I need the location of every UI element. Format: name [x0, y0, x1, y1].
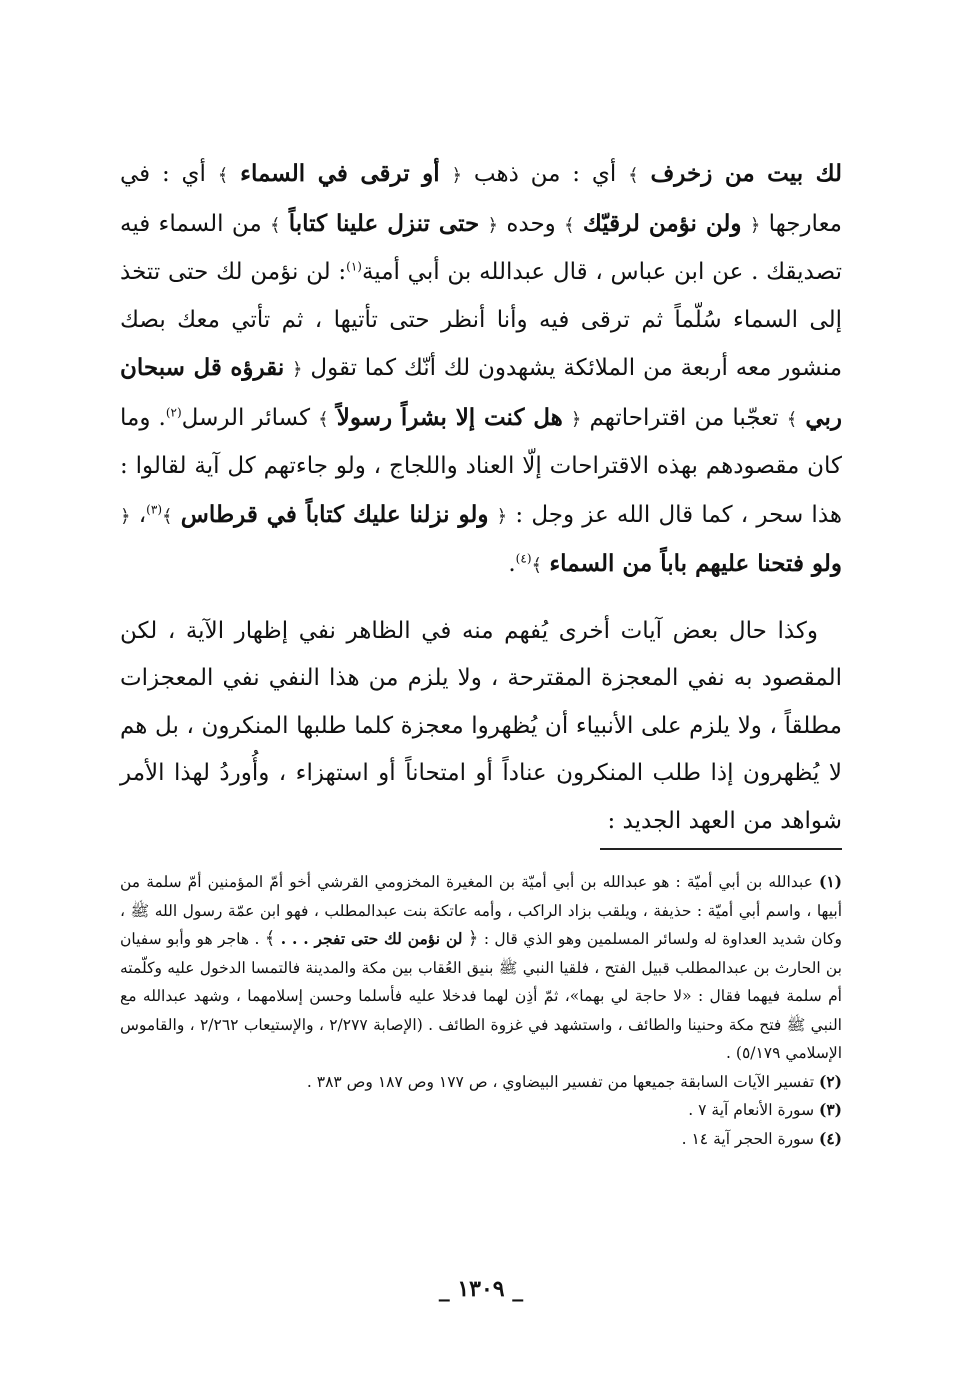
footnote-number: (٣)	[818, 1100, 842, 1119]
text-span: . وما كان مقصودهم بهذه الاقتراحات إلّا العناد واللجاج ، ولو جاءتهم كل آية لقالوا : هذا سحر ، كما قال الله عز وجل :	[120, 404, 843, 528]
quran-quote: لك بيت من زخرف	[650, 160, 843, 187]
ornate-bracket-close: ﴾	[786, 408, 798, 430]
ornate-bracket-close: ﴾	[269, 214, 281, 236]
quran-quote: حتى تنزل علينا كتاباً	[288, 209, 480, 237]
footnote-text: سورة الحجر آية ١٤ .	[681, 1129, 819, 1148]
text-span: وحده	[498, 210, 565, 237]
ornate-bracket-close: ﴾	[564, 214, 575, 236]
quran-quote: نقرؤه قل سبحان ربي	[120, 354, 843, 431]
footnote-text: تفسير الآيات السابقة جميعها من تفسير البيضاوي ، ص ١٧٧ وص ١٨٧ وص ٣٨٣ .	[306, 1072, 819, 1091]
ornate-bracket-open: ﴿	[467, 928, 479, 949]
footnote-2	[120, 1068, 842, 1097]
ornate-bracket-close: ﴾	[162, 505, 173, 527]
footnote-divider	[600, 848, 842, 850]
ornate-bracket-open: ﴿	[749, 214, 761, 236]
ornate-bracket-close: ﴾	[318, 408, 329, 430]
text-span: أي : من ذهب	[462, 161, 629, 187]
ornate-bracket-open: ﴿	[570, 408, 582, 430]
ornate-bracket-close: ﴾	[531, 555, 543, 576]
main-text	[120, 150, 842, 845]
ornate-bracket-open: ﴿	[120, 505, 131, 527]
footnote-3	[120, 1096, 842, 1125]
quran-quote: ولو فتحنا عليهم باباً من السماء	[549, 550, 842, 577]
ornate-bracket-open: ﴿	[496, 505, 508, 527]
text-span: تعجّبا من اقتراحاتهم	[581, 404, 787, 431]
ornate-bracket-open: ﴿	[292, 359, 303, 380]
ornate-bracket-close: ﴾	[217, 165, 229, 186]
ornate-bracket-close: ﴾	[628, 165, 639, 186]
ornate-bracket-open: ﴿	[487, 214, 499, 236]
text-span: كسائر الرسل	[181, 404, 319, 431]
text-span: ،	[130, 501, 147, 528]
footnotes	[120, 868, 842, 1153]
paragraph-2: وكذا حال بعض آيات أخرى يُفهم منه في الظاهر نفي إظهار الآية ، لكن المقصود به نفي المعجزة المقترحة ، ولا يلزم من هذا النفي نفي المعجزات مطلقاً ، ولا يلزم على الأنبياء أن يُظهروا معجزة كلما طلبها المنكرون ، بل هم لا يُظهرون إذا طلب المنكرون عناداً أو امتحاناً أو استهزاء ، وأُوردُ لهذا الأمر شواهد من العهد الجديد :	[120, 617, 842, 834]
paragraph-1	[120, 150, 842, 590]
quran-quote: ولو نزلنا عليك كتاباً في قرطاس	[180, 500, 489, 528]
text-span: أي : في معارجها	[120, 161, 842, 237]
ornate-bracket-close: ﴾	[264, 928, 276, 949]
ornate-bracket-open: ﴿	[451, 165, 463, 186]
footnote-ref-2: (٢)	[165, 404, 182, 419]
footnote-text: . هاجر هو وأبو سفيان بن الحارث بن عبدالمطلب قبيل الفتح ، فلقيا النبي ﷺ بنيق العُقاب بين مكة والمدينة فالتمسا الدخول عليه وكلّمته أم سلمة فيهما فقال : «لا حاجة لي بهما»، ثمّ أذِن لهما فدخلا عليه فأسلما وحسن إسلامهما ، وشهد عبدالله مع النبي ﷺ فتح مكة وحنينا والطائف ، واستشهد في غزوة الطائف . (الإصابة ٢/٢٧٧ ، والإستيعاب ٢/٢٦٢ ، والقاموس الإسلامي ٥/١٧٩) .	[120, 930, 842, 1062]
footnote-ref-3: (٣)	[146, 501, 162, 516]
footnote-number: (٢)	[818, 1071, 842, 1091]
footnote-ref-4: (٤)	[515, 551, 532, 566]
footnote-number: (٤)	[818, 1128, 842, 1148]
quran-quote: أو ترقى في السماء	[240, 160, 440, 187]
quran-quote: لن نؤمن لك حتى تفجر . . .	[280, 929, 463, 948]
text-span: .	[508, 551, 516, 577]
quran-quote: هل كنت إلا بشراً رسولاً	[336, 403, 563, 431]
quran-quote: ولن نؤمن لرقيّك	[582, 209, 742, 237]
footnote-text: عبدالله بن أبي أميّة : هو عبدالله بن أبي أميّة بن المغيرة المخزومي القرشي أخو أمّ المؤمنين أمّ سلمة من أبيها ، واسم أبي أميّة : حذيفة ، ويلقب بزاد الراكب ، وأمه عاتكة بنت عبدالمطلب ، فهو ابن عمّة رسول الله ﷺ ، وكان شديد العداوة له ولسائر المسلمين وهو الذي قال :	[120, 873, 842, 948]
footnote-ref-1: (١)	[346, 259, 362, 274]
footnote-text: سورة الأنعام آية ٧ .	[688, 1101, 819, 1119]
footnote-number: (١)	[818, 872, 842, 891]
text-span: : لن نؤمن لك حتى تتخذ إلى السماء سُلّماً ثم ترقى فيه وأنا أنظر حتى تأتيها ، ثم تأتي معك بصك منشور معه أربعة من الملائكة يشهدون لك أنّك كما تقول	[120, 259, 843, 381]
footnote-4	[120, 1125, 842, 1154]
text-span: من السماء فيه تصديقك . عن ابن عباس ، قال عبدالله بن أبي أمية	[120, 210, 842, 285]
footnote-1	[120, 868, 842, 1068]
page-number: _ ١٣٠٩ _	[438, 1276, 524, 1302]
